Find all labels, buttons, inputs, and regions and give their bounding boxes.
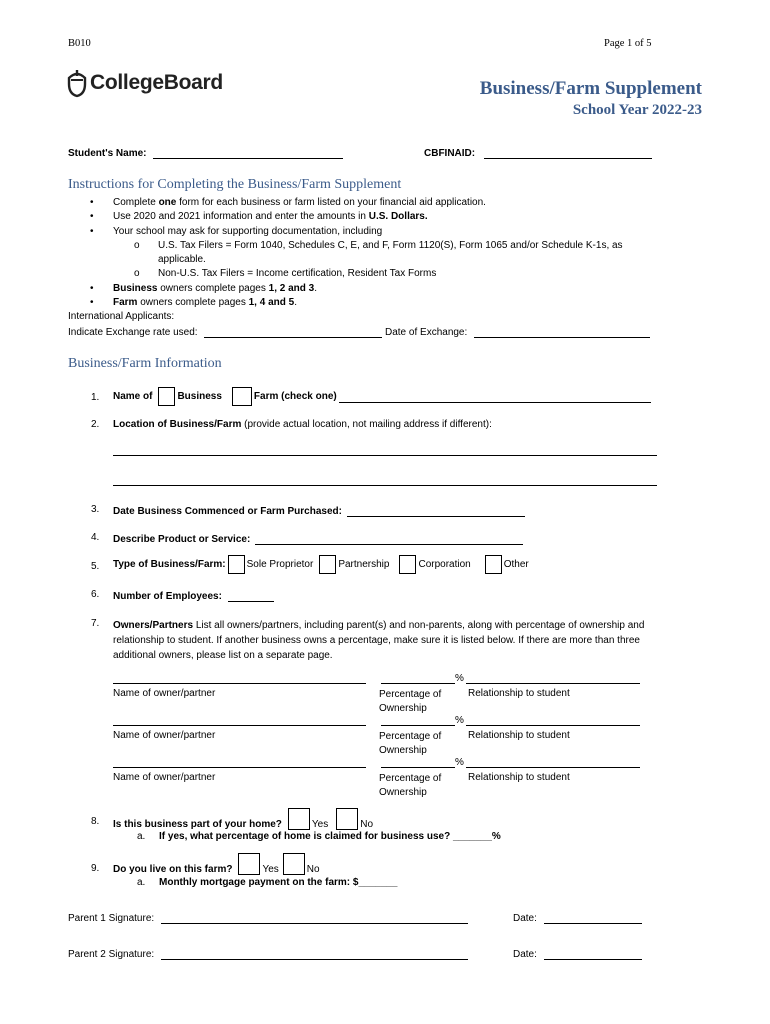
parent2-signature-row: Parent 2 Signature: (68, 947, 468, 960)
q1-number: 1. (91, 392, 100, 403)
q8a-marker: a. (137, 831, 146, 842)
q9a-marker: a. (137, 877, 146, 888)
exchange-date-row: Date of Exchange: (385, 325, 650, 338)
owner-relationship-label: Relationship to student (468, 730, 570, 741)
instruction-subitem: o Non-U.S. Tax Filers = Income certification, Resident Tax Forms (134, 268, 437, 280)
q9-number: 9. (91, 863, 100, 874)
q9a-label: Monthly mortgage payment on the farm: $_______ (159, 877, 398, 888)
home-no-checkbox[interactable] (336, 808, 358, 830)
parent1-signature-field[interactable] (161, 911, 468, 924)
q7-text: Owners/Partners List all owners/partners, including parent(s) and non-parents, along with percentage of ownership and relationship to student. If another business owns a percentage, make sure it is listed below. If there are more than three additional owners, please list on a separate page. (113, 620, 645, 661)
parent2-date-field[interactable] (544, 947, 642, 960)
international-label: International Applicants: (68, 311, 175, 322)
owner-percent-field[interactable] (381, 767, 455, 768)
cbfinaid-label: CBFINAID: (424, 148, 476, 159)
page-number: Page 1 of 5 (604, 38, 652, 49)
q5-number: 5. (91, 561, 100, 572)
instruction-bullet: • Your school may ask for supporting documentation, including (90, 225, 383, 237)
date-commenced-field[interactable] (347, 504, 525, 517)
owner-percent-field[interactable] (381, 683, 455, 684)
owner-relationship-field[interactable] (466, 683, 640, 684)
owner-name-label: Name of owner/partner (113, 688, 216, 699)
q8-row: Is this business part of your home? Yes No (113, 808, 373, 830)
employees-field[interactable] (228, 589, 274, 602)
q3-number: 3. (91, 504, 100, 515)
q7-number: 7. (91, 618, 100, 629)
corporation-checkbox[interactable] (399, 555, 416, 574)
farm-yes-checkbox[interactable] (238, 853, 260, 875)
farm-checkbox[interactable] (232, 387, 252, 406)
student-name-label: Student's Name: (68, 148, 147, 159)
info-heading: Business/Farm Information (68, 356, 222, 371)
school-year: School Year 2022-23 (572, 102, 702, 118)
owner-relationship-field[interactable] (466, 767, 640, 768)
home-yes-checkbox[interactable] (288, 808, 310, 830)
q6-number: 6. (91, 589, 100, 600)
q3-row: Date Business Commenced or Farm Purchased: (113, 504, 525, 517)
q4-row: Describe Product or Service: (113, 532, 523, 545)
cbfinaid-field[interactable] (484, 146, 652, 159)
owner-name-label: Name of owner/partner (113, 772, 216, 783)
owner-percent-label: Percentage of Ownership (379, 731, 442, 756)
q6-row: Number of Employees: (113, 589, 274, 602)
college-board-logo (66, 68, 223, 98)
parent1-date-field[interactable] (544, 911, 642, 924)
owner-name-label: Name of owner/partner (113, 730, 216, 741)
owner-percent-label: Percentage of Ownership (379, 773, 442, 798)
owners-table (113, 671, 673, 801)
exchange-rate-row: Indicate Exchange rate used: (68, 325, 382, 338)
exchange-rate-field[interactable] (204, 325, 382, 338)
location-line-1[interactable] (113, 455, 657, 456)
owner-percent-field[interactable] (381, 725, 455, 726)
business-name-field[interactable] (339, 390, 651, 403)
instruction-bullet: • Farm owners complete pages 1, 4 and 5. (90, 297, 297, 309)
q4-number: 4. (91, 532, 100, 543)
instruction-bullet: • Complete one form for each business or farm listed on your financial aid application. (90, 197, 486, 208)
partnership-checkbox[interactable] (319, 555, 336, 574)
q2-number: 2. (91, 419, 100, 430)
owner-name-field[interactable] (113, 767, 366, 768)
owner-percent-label: Percentage of Ownership (379, 689, 442, 714)
q5-row: Type of Business/Farm: Sole Proprietor Partnership Corporation Other (113, 555, 529, 574)
instructions-heading: Instructions for Completing the Business/Farm Supplement (68, 177, 402, 192)
instructions-list (90, 196, 673, 310)
logo-text: CollegeBoard (90, 71, 223, 94)
location-line-2[interactable] (113, 485, 657, 486)
business-checkbox[interactable] (158, 387, 175, 406)
farm-no-checkbox[interactable] (283, 853, 305, 875)
owner-relationship-field[interactable] (466, 725, 640, 726)
instruction-bullet: • Business owners complete pages 1, 2 and 3. (90, 282, 317, 294)
percent-sign: % (455, 757, 464, 768)
exchange-date-field[interactable] (474, 325, 650, 338)
owner-relationship-label: Relationship to student (468, 688, 570, 699)
percent-sign: % (455, 673, 464, 684)
q8-number: 8. (91, 816, 100, 827)
q9-row: Do you live on this farm? Yes No (113, 853, 320, 875)
instruction-subitem: o U.S. Tax Filers = Form 1040, Schedules C, E, and F, Form 1120(S), Form 1065 and/or Schedule K-1s, as applicable. (134, 239, 623, 266)
product-service-field[interactable] (255, 532, 523, 545)
form-code: B010 (68, 38, 91, 49)
sole-proprietor-checkbox[interactable] (228, 555, 245, 574)
other-checkbox[interactable] (485, 555, 502, 574)
owner-name-field[interactable] (113, 683, 366, 684)
acorn-icon (66, 68, 88, 98)
student-name-row (68, 146, 343, 159)
form-title: Business/Farm Supplement (479, 78, 702, 99)
parent2-signature-field[interactable] (161, 947, 468, 960)
cbfinaid-row (424, 146, 652, 159)
percent-sign: % (455, 715, 464, 726)
instruction-bullet: • Use 2020 and 2021 information and enter the amounts in U.S. Dollars. (90, 211, 428, 223)
parent1-date-row: Date: (513, 911, 642, 924)
owner-relationship-label: Relationship to student (468, 772, 570, 783)
owner-name-field[interactable] (113, 725, 366, 726)
q8a-label: If yes, what percentage of home is claimed for business use? _______% (159, 831, 501, 842)
q2-label: Location of Business/Farm (provide actual location, not mailing address if different): (113, 419, 492, 430)
parent2-date-row: Date: (513, 947, 642, 960)
parent1-signature-row: Parent 1 Signature: (68, 911, 468, 924)
q1-row: Name of Business Farm (check one) (113, 387, 651, 406)
student-name-field[interactable] (153, 146, 343, 159)
